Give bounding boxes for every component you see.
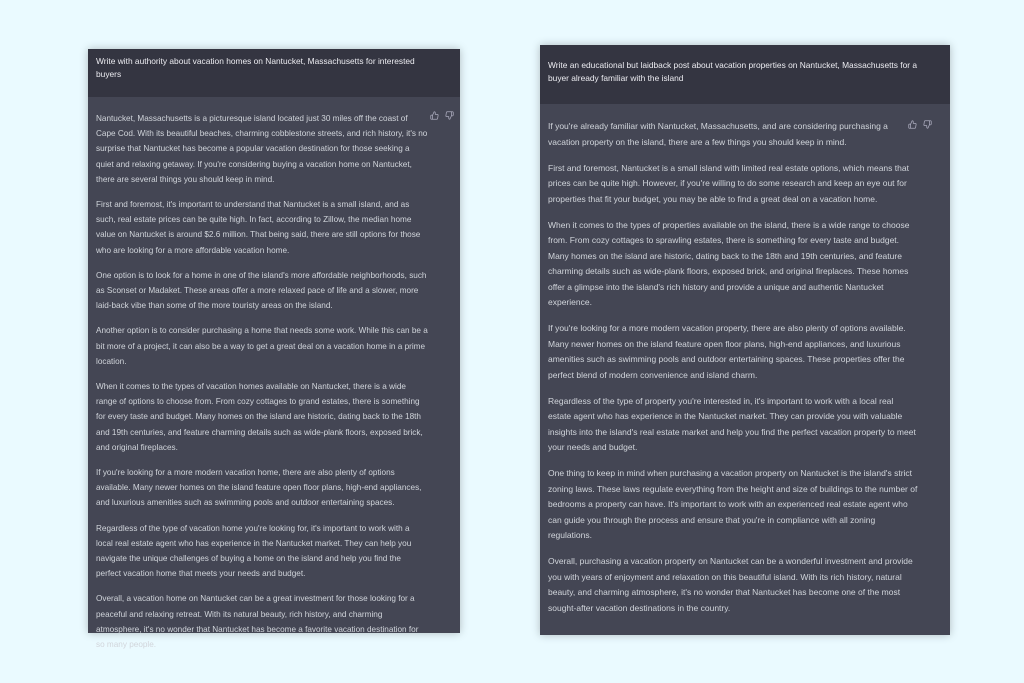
response-paragraph: Nantucket, Massachusetts is a picturesque island located just 30 miles off the coast of Cape Cod. With its beautiful beaches, charming cobblestone streets, and rich history, it's no surprise that Nantucket has become a popular vacation destination for those seeking a quiet and relaxing getaway. If you're considering buying a vacation home on Nantucket, there are several things you should keep in mind.	[96, 114, 428, 184]
thumbs-up-icon[interactable]	[908, 120, 917, 129]
response-paragraph: If you're already familiar with Nantucket, Massachusetts, and are considering purchasing a vacation property on the island, there are a few things you should keep in mind.	[548, 121, 888, 147]
feedback-buttons	[430, 111, 454, 120]
thumbs-up-icon[interactable]	[430, 111, 439, 120]
response-paragraph: When it comes to the types of properties available on the island, there is a wide range to choose from. From cozy cottages to sprawling estates, there is something for every taste and budget. Many homes on the island are historic, dating back to the 18th and 19th centuries, and feature charming details such as wide-plank floors, exposed brick, and original fireplaces. These homes offer a glimpse into the island's rich history and provide a unique and authentic Nantucket experience.	[548, 219, 910, 307]
response-paragraph: First and foremost, it's important to understand that Nantucket is a small island, and as such, real estate prices can be quite high. In fact, according to Zillow, the median home value on Nantucket is around $2.6 million. That being said, there are still options for those who are looking for a more affordable vacation home.	[96, 200, 421, 255]
user-prompt	[88, 49, 460, 97]
user-prompt-text: Write with authority about vacation homes on Nantucket, Massachusetts for interested buyers	[96, 56, 415, 79]
response-paragraph: If you're looking for a more modern vacation home, there are also plenty of options available. Many newer homes on the island feature open floor plans, high-end appliances, and luxurious amenities such as swimming pools and outdoor entertaining spaces.	[96, 468, 422, 508]
assistant-response	[540, 104, 950, 616]
thumbs-down-icon[interactable]	[923, 120, 932, 129]
user-prompt	[540, 45, 950, 104]
response-paragraph: When it comes to the types of vacation homes available on Nantucket, there is a wide range of options to choose from. From cozy cottages to grand estates, there is something for every taste and budget. Many homes on the island are historic, dating back to the 18th and 19th centuries, and feature charming details such as wide-plank floors, exposed brick, and original fireplaces.	[96, 382, 423, 452]
assistant-response	[88, 97, 460, 652]
response-paragraph: First and foremost, Nantucket is a small island with limited real estate options, which means that prices can be quite high. However, if you're willing to do some research and keep an eye out for properties that fit your budget, you may be able to find a great deal on a vacation home.	[548, 162, 909, 204]
user-prompt-text: Write an educational but laidback post about vacation properties on Nantucket, Massachusetts for a buyer already familiar with the island	[548, 60, 918, 83]
conversation-panel-left	[88, 49, 460, 650]
response-paragraph: Overall, a vacation home on Nantucket can be a great investment for those looking for a peaceful and relaxing retreat. With its natural beauty, rich history, and charming atmosphere, it's no wonder that Nantucket has become a favorite vacation destination for so many people.	[96, 594, 419, 650]
thumbs-down-icon[interactable]	[445, 111, 454, 120]
response-paragraph: If you're looking for a more modern vacation property, there are also plenty of options available. Many newer homes on the island feature open floor plans, high-end appliances, and luxurious amenities such as swimming pools and outdoor entertaining spaces. These properties offer the perfect blend of modern convenience and island charm.	[548, 323, 906, 380]
feedback-buttons	[908, 120, 932, 129]
conversation-panel-right	[540, 45, 950, 635]
response-paragraph: Another option is to consider purchasing a home that needs some work. While this can be a bit more of a project, it can also be a way to get a great deal on a vacation home in a prime location.	[96, 326, 428, 366]
response-paragraph: One thing to keep in mind when purchasing a vacation property on Nantucket is the island's strict zoning laws. These laws regulate everything from the height and size of buildings to the number of bedrooms a property can have. It's important to work with an experienced real estate agent who can guide you through the process and ensure that you're in compliance with all zoning regulations.	[548, 468, 918, 540]
response-paragraph: One option is to look for a home in one of the island's more affordable neighborhoods, such as Sconset or Madaket. These areas offer a more relaxed pace of life and a slower, more laid-back vibe than some of the more touristy areas on the island.	[96, 270, 427, 311]
response-paragraph: Regardless of the type of vacation home you're looking for, it's important to work with a local real estate agent who has experience in the Nantucket market. They can help you navigate the unique challenges of buying a home on the island and help you find the perfect vacation home that meets your needs and budget.	[96, 523, 412, 579]
response-paragraph: Overall, purchasing a vacation property on Nantucket can be a wonderful investment and provide you with years of enjoyment and relaxation on this beautiful island. With its rich history, natural beauty, and charming atmosphere, it's no wonder that Nantucket has become one of the most sought-after vacation destinations in the country.	[548, 556, 913, 613]
response-paragraph: Regardless of the type of property you're interested in, it's important to work with a local real estate agent who has experience in the Nantucket market. They can provide you with valuable insights into the island's real estate market and help you find the perfect vacation property to meet your needs and budget.	[548, 395, 916, 452]
